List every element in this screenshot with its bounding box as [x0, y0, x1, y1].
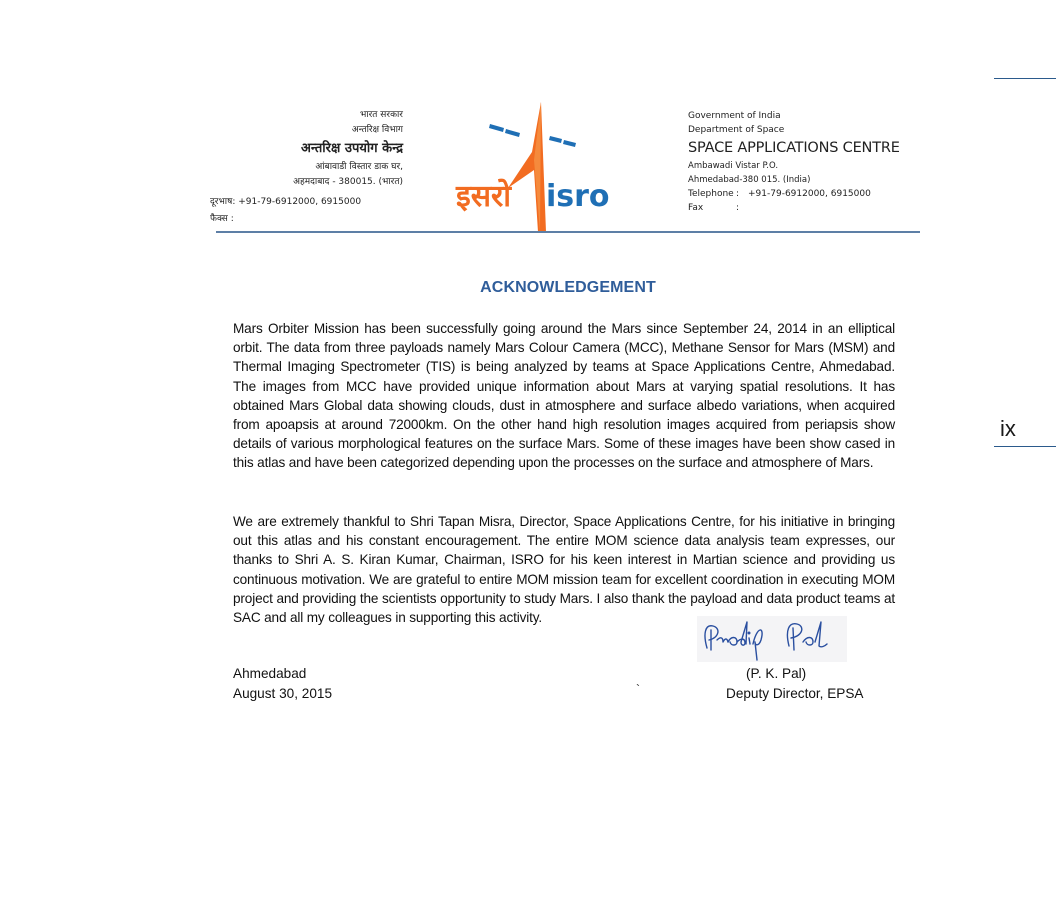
- hindi-fax: फैक्स :: [210, 214, 234, 224]
- handwritten-signature: [697, 616, 847, 662]
- letterhead-hindi-block: [200, 108, 403, 190]
- hindi-phone: दूरभाष: +91-79-6912000, 6915000: [210, 197, 362, 207]
- isro-logo-rocket-icon: [508, 102, 546, 232]
- closing-place: Ahmedabad: [233, 666, 307, 681]
- telephone-value: +91-79-6912000, 6915000: [748, 189, 871, 199]
- hindi-govt-line: भारत सरकार: [359, 110, 403, 120]
- body-paragraph-2: We are extremely thankful to Shri Tapan Misra, Director, Space Applications Centre, for his initiative in bringing out this atlas and his constant encouragement. The entire MOM science data analysis team expresses, our thanks to Shri A. S. Kiran Kumar, Chairman, ISRO for his keen interest in Martian science and providing us continuous motivation. We are grateful to entire MOM mission team for excellent coordination in executing MOM project and providing the scientists opportunity to study Mars. I also thank the payload and data product teams at SAC and all my colleagues in supporting this activity.: [233, 514, 895, 626]
- page-edge-rule-top: [994, 78, 1056, 79]
- closing-date: August 30, 2015: [233, 686, 333, 701]
- letterhead-divider: [216, 231, 920, 233]
- fax-separator: :: [736, 203, 740, 213]
- body-paragraph-1: Mars Orbiter Mission has been successfully going around the Mars since September 24, 2014 in an elliptical orbit. The data from three payloads namely Mars Colour Camera (MCC), Methane Sensor for Mars (MSM) and Thermal Imaging Spectrometer (TIS) is being analyzed by teams at Space Applications Centre, Ahmedabad. The images from MCC have provided unique information about Mars at varying spatial resolutions. It has obtained Mars Global data showing clouds, dust in atmosphere and surface albedo variations, when acquired from apoapsis at around 72000km. On the other hand high resolution images acquired from periapsis show details of various morphological features on the surface Mars. Some of these images have been show cased in this atlas and have been categorized depending upon the processes on the surface and atmosphere of Mars.: [233, 321, 895, 471]
- isro-logo-latin-text: isro: [546, 179, 610, 214]
- page-title: ACKNOWLEDGEMENT: [480, 279, 656, 296]
- isro-logo-solar-panels-icon: [489, 124, 576, 147]
- fax-row: [688, 201, 900, 215]
- dept-line: Department of Space: [688, 125, 785, 135]
- hindi-dept-line: अन्तरिक्ष विभाग: [351, 125, 403, 135]
- fax-label: Fax: [688, 203, 704, 213]
- letterhead-english-block: [688, 109, 900, 215]
- isro-logo-hindi-text: इसरो: [456, 179, 512, 214]
- page-edge-rule-bottom: [994, 446, 1056, 447]
- govt-line: Government of India: [688, 111, 781, 121]
- centre-name: SPACE APPLICATIONS CENTRE: [688, 140, 900, 156]
- address-line2: Ahmedabad-380 015. (India): [688, 175, 811, 185]
- hindi-address-line1: आंबावाडी विस्तार डाक घर,: [315, 162, 403, 172]
- telephone-label: Telephone: [688, 189, 734, 199]
- address-line1: Ambawadi Vistar P.O.: [688, 161, 779, 171]
- signer-name: (P. K. Pal): [746, 666, 807, 681]
- telephone-row: [688, 187, 900, 201]
- hindi-centre-name: अन्तरिक्ष उपयोग केन्द्र: [300, 141, 403, 156]
- isro-logo: [450, 100, 630, 234]
- stray-mark: `: [636, 682, 640, 696]
- hindi-address-line2: अहमदाबाद - 380015. (भारत): [293, 177, 403, 187]
- letterhead-hindi-contact: [210, 194, 361, 228]
- telephone-separator: :: [736, 189, 740, 199]
- page-number: ix: [1000, 416, 1016, 441]
- signer-designation: Deputy Director, EPSA: [726, 686, 864, 701]
